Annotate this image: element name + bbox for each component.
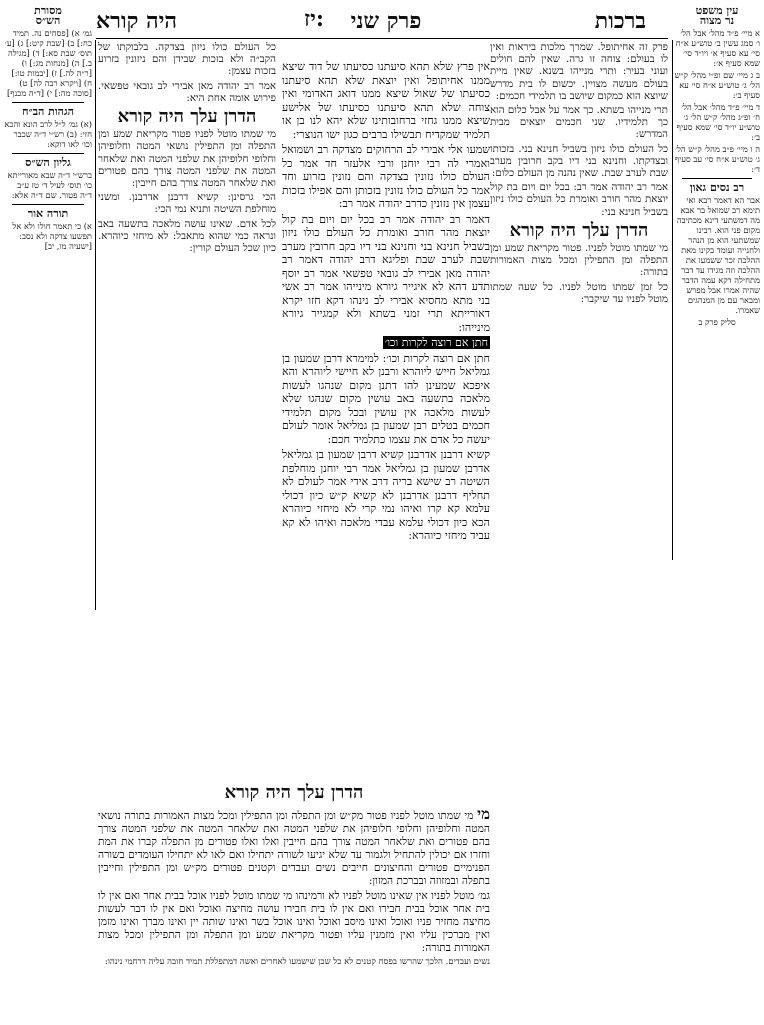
hagahot-title: הגהות הב״ח (22, 105, 74, 118)
gemara-line: שמעו אלי אבירי לב הרחוקים מצדקה רב ושמואל ואמרי לה רבי יוחנן ורבי אלעזר חד אמר כל העולם כולו נזונין בצדקה והם נזונין בזרוע וחד אמר כל העולם כולו נזונין בזכותן והם אפילו בזכות עצמן אין נזונין כדרב יהודה אמר רב: (282, 143, 490, 210)
divider (682, 178, 752, 179)
mishna-line: מי מי שמתו מוטל לפניו פטור מק״ש ומן התפלה ומן התפילין ומכל מצות האמורות בתורה נושאי המטה וחלופיהן וחלופי חלופיהן את שלפני המטה ואת שלאחר המטה את שלפני המטה צורך בהם פטורים ואת שלאחר המטה צורך בהם חייבין ואלו ואלו פטורים מן התפלה קברו את המת וחזרו אם יכולין להתחיל ולגמור עד שלא יגיעו לשורה יתחילו ואם לאו לא יתחילו העומדים בשורה הפנימיים פטורים והחיצונים חייבים נשים ועבדים וקטנים פטורים מק״ש ומן התפילין וחייבין בתפלה ובמזוזה ובברכת המזון: (98, 808, 490, 888)
tosafot-line: מי שמתו מוטל לפניו פטור מקריאת שמע ומן התפלה ומן התפילין נושאי המטה וחלופיהן וחלופי חלופיהן את שלפני המטה ואת שלאחר המטה את שלפני המטה צורך בהם פטורים ואת שלאחר המטה צורך בהם חייבין: (98, 129, 276, 190)
masoret-title: מסורת הש״ס (34, 4, 62, 27)
tosafot-line: אמר רב יהודה מאן אבירי לב גובאי טפשאי. פירוש אומה אחת היא: (98, 80, 276, 104)
tosafot-line: הכי גרסינן: קשיא דרבנן אדרבנן. ומשני מוחלפת השיטה ותניא נמי הכי: (98, 192, 276, 216)
rabbenu-nissim-title: רב נסים גאון (689, 181, 745, 194)
rashi-line: מי שמתו מוטל לפניו. פטור מקריאת שמע ומן התפלה ומן התפילין ומכל מצות האמורות בתורה: (490, 243, 668, 279)
divider (12, 204, 84, 205)
highlighted-dibbur: חתן אם רוצה לקרות וכו׳ (384, 336, 488, 349)
torah-or-title: תורה אור (27, 207, 69, 220)
ein-mishpat-entry: ב ג מיי׳ שם ופ״י מהל׳ ק״ש הל׳ ג׳ טוש״ע א״ח סי׳ עא סעיף ב׳: (674, 70, 760, 100)
gilyon-title: גליון הש״ס (25, 156, 71, 169)
ein-mishpat-entry: ה ו מיי׳ פ״ב מהל׳ ק״ש הל׳ ג׳ טוש״ע א״ח סי׳ עב סעיף ד׳: (674, 144, 760, 174)
tosafot-line: לכל אדם. שאינו עושה מלאכה בתשעה באב ונראה כמי שהוא מתאבל: לא מיחזי כיוהרא. כיון שכל העולם קורין: (98, 218, 276, 255)
hadran-title-rashi: הדרן עלך היה קורא (509, 219, 649, 241)
gilyon-text: ברש״י ד״ה שבא מאורייתא כו׳ תוס׳ לעיל ד׳ טז ע״ב ד״ה פטור. שם ד״ה אלא: (7, 170, 92, 200)
rashi-line: תרי מנייהו בשתא. כך אמר על אבל כלום הוא כך תלמידיו. שני חכמים יוצאים מבית המדרש: (490, 105, 668, 141)
footnote: נשים ועבדים. הלכך שהרשו בפסח קטנים לא כל שכן שישמעו לאחרים ואשה דמתפללת תמיד חובה עליה דרחמי נינהו: (104, 957, 490, 967)
ein-mishpat-title: עין משפט נר מצוה (695, 4, 739, 27)
gemara-line (282, 336, 490, 350)
hadran-title-main: הדרן עלך היה קורא (224, 782, 364, 803)
gemara-line: חתן אם רוצה לקרות וכו׳: למימרא דרבן שמעון בן גמליאל חייש ליוהרא ורבנן לא חיישי ליוהרא והא איפכא שמעינן להו דתנן מקום שנהגו לעשות מלאכה בתשעה באב עושין מקום שנהגו שלא לעשות מלאכה אין עושין ובכל מקום תלמידי חכמים בטלים רבן שמעון בן גמליאל אומר לעולם יעשה כל אדם את עצמו כתלמיד חכם: (282, 351, 490, 446)
mishna-opening-word: מי (477, 808, 490, 823)
divider (12, 102, 84, 103)
rashi-line: אמר רב יהודה אמר רב: בכל יום ויום בת קול יוצאת מהר חורב ואומרת כל העולם כולו ניזון בשביל חנינא בני: (490, 182, 668, 218)
rabbenu-nissim-text: אבר הא דאמר רבא ואי תימא רב שמואל בר אבא מה דמשתעי דינא מכתיבה מקום פני הוא. רבינו שמשתעי הוא מן הנהר ולחנייה ועומד בקינו מאת ההלכה זכר ששמעו את ההלכה וזה מגידו עד דבר מתחילה דקא עמה הדבר שהיה אמרו אבל מפרש ומבאר עם מן המנהגים שאמרו. (676, 195, 760, 315)
hadran-title-tosafot: הדרן עלך היה קורא (117, 106, 257, 128)
divider (12, 153, 84, 154)
tosafot-line: כל העולם כולו ניזון בצדקה. בלבוקתו של הקב״ה ולא בזכות שבידן והם ניזונין בזרוע בזכות עצמן: (98, 42, 276, 78)
gemara-line: דאמר רב יהודה אמר רב בכל יום ויום בת קול יוצאת מהר חורב ואומרת כל העולם כולו ניזון בשביל חנינא בני וחנינא בני דיו בקב חרובין מערב שבת לערב שבת ופליגא דרב יהודה דאמר רב יהודה מאן אבירי לב גובאי טפשאי אמר רב יוסף תדע דהא לא איגייר גיורא מינייהו אמר רב אשי בני מתא מחסיא אבירי לב נינהו דקא חזו יקרא דאורייתא תרי זמני בשתא ולא קמגייר גיורא מינייהו: (282, 212, 490, 334)
ein-mishpat-entry: א מיי׳ פ״ד מהל׳ אבל הל׳ ו׳ סמג עשין ב׳ טוש״ע א״ח סי׳ עא סעיף א׳ ויו״ד סי׳ שמא סעיף א׳: (675, 28, 760, 68)
closing-note: סליק פרק ב (698, 317, 736, 327)
rashi-line: כל זמן שמתו מוטל לפניו. כל שעה שמתו מוטל לפניו עד שיקבר: (490, 281, 668, 305)
gemara-line: גמ׳ מוטל לפניו אין שאינו מוטל לפניו לא ורמינהו מי שמתו מוטל לפניו אוכל בבית אחר ואם אין לו בית אחר אוכל בבית חבירו ואם אין לו בית חבירו עושה מחיצה ואוכל ואם אין לו דבר לעשות מחיצה מחזיר פניו ואוכל ואינו מיסב ואוכל ואינו אוכל בשר ואינו שותה יין ואינו מברך ואינו מזמן ואין מברכין עליו ואין מזמנין עליו ופטור מקריאת שמע ומן התפלה ומן התפילין ומכל מצות האמורות בתורה: (98, 890, 490, 954)
tosafot-column (98, 42, 276, 772)
rashi-column (490, 42, 668, 1017)
gemara-line: אין פרץ שלא תהא סיעתנו כסיעתו של דוד שיצא ממנו אחיתופל ואין יוצאת שלא תהא סיעתנו כסיעתו של שאול שיצא ממנו דואג האדומי ואין צוחה שלא תהא סיעתנו כסיעתו של אלישע שיצא ממנו גחזי ברחובותינו שלא יהא לנו בן או תלמיד שמקדיח תבשילו ברבים כגון ישו הנוצרי: (282, 60, 490, 141)
tractate-name: ברכות (594, 8, 646, 34)
masoret-entry: גמ׳ א) [פסחים נה. תמיד כח:] ב) [שבת קיט:] ג) [ע׳ תוס׳ שבת סא:] ד) [מגילה ב.] ה) [מנחות מג:] ו) [ר״ה לה.] ז) [יבמות טו:] ח) [ויקרא רבה לה] ט) [סוכה מה:] י) [ד״ה מכנף] (4, 28, 92, 98)
gemara-column (282, 60, 490, 780)
bottom-mishna (98, 808, 490, 1018)
perek-label: פרק שני (350, 8, 422, 34)
left-margin-line (95, 40, 96, 610)
header-rule (96, 38, 668, 39)
rashi-line: כל העולם כולו ניזון בשביל חנינא בני. בזכותו ובצדקתו. וחנינא בני דיו בקב חרובין מערב שבת לערב שבת. שאין נהנה מן העולם כלום: (490, 143, 668, 180)
page-header (96, 6, 646, 36)
hagahot-text: (א) גמ׳ ל״ל לרב הונא והכא חזי: (ב) רש״י ד״ה שכבר וכו׳ לאו דוקא: (4, 119, 92, 149)
rashi-line: פרק זה אחיתופל. שמרך מלכות ביראות ואין לו בעולם: צוחה זו גרה. שאין להם חולים ועוני בעיר: ותרי מנייהו בשנא. שאין מיית בעולם מעשה מצויין. יכשום לו בית מדרש שיוצא הוא כמקום שיושב בו תלמידי חכמים: (490, 42, 668, 102)
masoret-hashas-column (4, 4, 92, 564)
chapter-name: היה קורא (96, 8, 178, 34)
gemara-line: קשיא דרבנן אדרבנן קשיא דרבן שמעון בן גמליאל אדרבן שמעון בן גמליאל אמר רבי יוחנן מוחלפת השיטה רב שישא בריה דרב אידי אמר לעולם לא תחליף דרבנן אדרבנן לא קשיא ק״ש כיון דכולי עלמא קא קרו ואיהו נמי קרי לא מיחזי כיוהרא הכא כיון דכולי עלמא עבדי מלאכה ואיהו לא קא עביד מיחזי כיוהרא: (282, 448, 490, 542)
ein-mishpat-column (674, 4, 760, 434)
torah-or-text: א) כי תאמר חולו ולא אל תפשעו צדקה ולא נסב: [ישעיה מו, יב] (12, 221, 92, 251)
ein-mishpat-entry: ד מיי׳ פ״ד מהל׳ אבל הל׳ ח׳ ופ״ג מהל׳ ק״ש הל׳ ג׳ טוש״ע יו״ד סי׳ שמא סעיף ב׳: (676, 102, 760, 142)
page-number: יז: (303, 6, 324, 32)
right-margin-line (672, 40, 673, 560)
